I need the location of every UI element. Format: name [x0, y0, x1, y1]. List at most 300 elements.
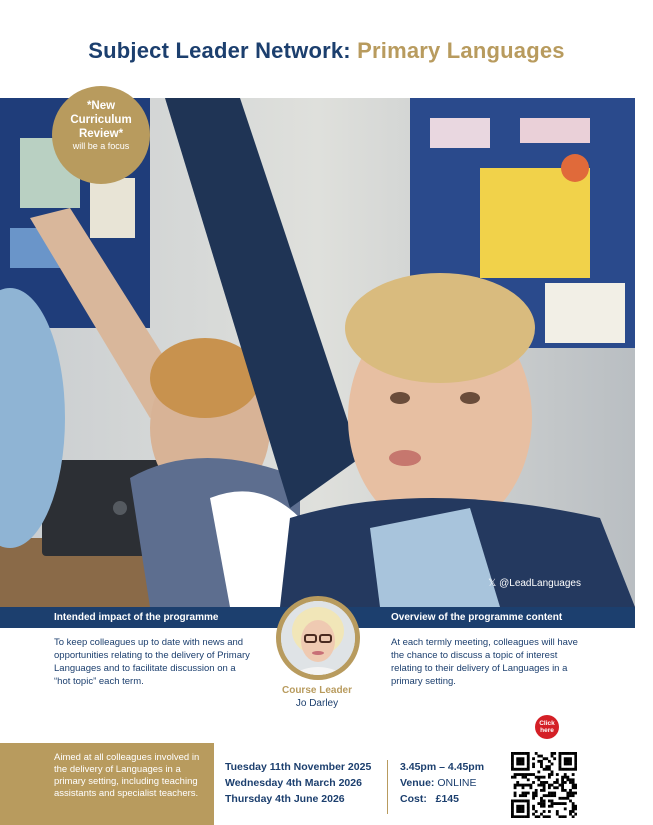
qr-module	[519, 773, 522, 776]
qr-module	[574, 786, 577, 789]
qr-module	[569, 810, 572, 813]
qr-module	[561, 781, 564, 784]
impact-text: To keep colleagues up to date with news and opportunities relating to the delivery of Primary Languages and to facilitate discussion on a “hot topic” each term.	[54, 637, 250, 687]
qr-module	[532, 813, 535, 816]
qr-module	[516, 763, 519, 766]
qr-module	[569, 792, 572, 795]
qr-module	[564, 807, 567, 810]
qr-module	[569, 794, 572, 797]
qr-module	[551, 770, 554, 773]
qr-module	[540, 755, 543, 758]
qr-module	[551, 805, 554, 808]
qr-module	[574, 760, 577, 763]
qr-module	[551, 794, 554, 797]
qr-module	[514, 784, 517, 787]
qr-module	[572, 815, 575, 818]
qr-module	[522, 784, 525, 787]
badge-line-4: will be a focus	[72, 141, 130, 152]
qr-module	[540, 805, 543, 808]
qr-module	[524, 815, 527, 818]
qr-module	[574, 757, 577, 760]
qr-module	[516, 773, 519, 776]
qr-module	[548, 800, 551, 803]
qr-module	[543, 757, 546, 760]
qr-module	[527, 763, 530, 766]
qr-module	[535, 752, 538, 755]
qr-module	[532, 765, 535, 768]
qr-module	[569, 800, 572, 803]
qr-module	[569, 813, 572, 816]
qr-module	[527, 752, 530, 755]
qr-module	[548, 768, 551, 771]
qr-module	[522, 792, 525, 795]
qr-module	[564, 752, 567, 755]
venue-value: ONLINE	[437, 777, 477, 789]
qr-module	[514, 752, 517, 755]
qr-module	[511, 768, 514, 771]
qr-module	[543, 802, 546, 805]
curriculum-review-badge	[52, 86, 150, 184]
qr-module	[535, 815, 538, 818]
qr-module	[551, 752, 554, 755]
date-3: Thursday 4th June 2026	[225, 793, 345, 805]
qr-module	[511, 805, 514, 808]
qr-module	[556, 773, 559, 776]
overview-heading: Overview of the programme content	[391, 612, 563, 623]
qr-module	[511, 760, 514, 763]
qr-module	[527, 800, 530, 803]
qr-module	[543, 789, 546, 792]
title-main: Subject Leader Network:	[88, 38, 351, 63]
session-dates	[225, 759, 371, 807]
badge-line-1: *New	[86, 100, 116, 112]
qr-module	[572, 781, 575, 784]
qr-module	[511, 802, 514, 805]
qr-module	[572, 778, 575, 781]
qr-module	[553, 794, 556, 797]
qr-module	[516, 784, 519, 787]
qr-module	[540, 789, 543, 792]
qr-module	[556, 802, 559, 805]
qr-module	[532, 773, 535, 776]
qr-module	[561, 786, 564, 789]
qr-module	[527, 784, 530, 787]
qr-module	[527, 778, 530, 781]
qr-module	[540, 802, 543, 805]
qr-module	[527, 810, 530, 813]
qr-module	[516, 760, 519, 763]
qr-module	[559, 765, 562, 768]
qr-module	[545, 794, 548, 797]
qr-module	[516, 781, 519, 784]
qr-module	[532, 763, 535, 766]
qr-module	[572, 792, 575, 795]
qr-module	[537, 778, 540, 781]
qr-module	[564, 773, 567, 776]
qr-module	[522, 786, 525, 789]
qr-module	[548, 784, 551, 787]
badge-line-3: Review*	[78, 127, 124, 140]
qr-module	[540, 784, 543, 787]
qr-module	[511, 757, 514, 760]
qr-module	[543, 815, 546, 818]
qr-module	[522, 768, 525, 771]
here-label: here	[540, 727, 554, 734]
qr-module	[561, 789, 564, 792]
qr-module	[535, 776, 538, 779]
qr-module	[543, 794, 546, 797]
qr-module	[511, 765, 514, 768]
qr-module	[569, 768, 572, 771]
qr-module	[527, 768, 530, 771]
qr-module	[516, 810, 519, 813]
qr-module	[511, 752, 514, 755]
qr-module	[556, 786, 559, 789]
qr-module	[535, 789, 538, 792]
qr-module	[569, 789, 572, 792]
twitter-handle: 𝕏 @LeadLanguages	[488, 578, 581, 589]
session-time: 3.45pm – 4.45pm	[400, 761, 485, 773]
qr-module	[569, 760, 572, 763]
audience-box	[0, 743, 214, 825]
qr-module	[543, 768, 546, 771]
qr-module	[559, 763, 562, 766]
qr-module	[516, 757, 519, 760]
qr-module	[522, 815, 525, 818]
qr-module	[524, 784, 527, 787]
qr-module	[545, 815, 548, 818]
qr-module	[527, 792, 530, 795]
qr-module	[543, 784, 546, 787]
qr-module	[564, 768, 567, 771]
qr-module	[519, 800, 522, 803]
qr-code[interactable]	[511, 752, 577, 818]
qr-module	[553, 786, 556, 789]
qr-module	[519, 805, 522, 808]
qr-module	[556, 781, 559, 784]
qr-module	[532, 807, 535, 810]
qr-module	[543, 776, 546, 779]
qr-module	[545, 765, 548, 768]
qr-module	[535, 810, 538, 813]
venue-label: Venue:	[400, 777, 435, 789]
qr-module	[559, 797, 562, 800]
session-details	[400, 759, 484, 807]
qr-module	[564, 815, 567, 818]
qr-module	[532, 781, 535, 784]
qr-module	[543, 805, 546, 808]
qr-module	[527, 757, 530, 760]
qr-module	[551, 773, 554, 776]
qr-module	[566, 797, 569, 800]
qr-module	[529, 773, 532, 776]
qr-module	[532, 794, 535, 797]
qr-module	[564, 789, 567, 792]
qr-module	[540, 813, 543, 816]
qr-module	[556, 778, 559, 781]
qr-module	[524, 776, 527, 779]
qr-module	[561, 802, 564, 805]
qr-module	[566, 794, 569, 797]
qr-module	[524, 794, 527, 797]
qr-module	[574, 784, 577, 787]
qr-module	[519, 757, 522, 760]
qr-module	[548, 815, 551, 818]
qr-module	[564, 757, 567, 760]
qr-module	[553, 802, 556, 805]
qr-module	[516, 752, 519, 755]
qr-module	[524, 792, 527, 795]
qr-module	[543, 810, 546, 813]
qr-module	[516, 807, 519, 810]
qr-module	[522, 763, 525, 766]
qr-module	[572, 786, 575, 789]
qr-module	[527, 805, 530, 808]
date-1: Tuesday 11th November 2025	[225, 761, 372, 773]
qr-module	[540, 765, 543, 768]
qr-module	[543, 781, 546, 784]
qr-module	[522, 760, 525, 763]
qr-module	[529, 784, 532, 787]
qr-module	[569, 778, 572, 781]
qr-module	[559, 784, 562, 787]
qr-module	[572, 807, 575, 810]
qr-module	[524, 752, 527, 755]
qr-module	[545, 768, 548, 771]
qr-module	[519, 810, 522, 813]
qr-module	[574, 807, 577, 810]
qr-module	[548, 794, 551, 797]
qr-module	[537, 784, 540, 787]
qr-module	[537, 755, 540, 758]
qr-module	[561, 768, 564, 771]
qr-module	[572, 768, 575, 771]
qr-module	[532, 792, 535, 795]
qr-module	[516, 805, 519, 808]
qr-module	[548, 773, 551, 776]
qr-module	[519, 794, 522, 797]
qr-module	[574, 755, 577, 758]
qr-module	[566, 776, 569, 779]
qr-module	[556, 813, 559, 816]
impact-heading: Intended impact of the programme	[54, 612, 219, 623]
click-label: Click	[539, 720, 555, 727]
qr-module	[548, 765, 551, 768]
page-title	[0, 38, 653, 64]
qr-module	[519, 752, 522, 755]
qr-module	[524, 773, 527, 776]
qr-module	[559, 752, 562, 755]
qr-module	[569, 752, 572, 755]
qr-module	[522, 794, 525, 797]
qr-module	[574, 792, 577, 795]
qr-module	[564, 802, 567, 805]
qr-module	[572, 794, 575, 797]
qr-module	[535, 792, 538, 795]
qr-module	[519, 815, 522, 818]
qr-module	[548, 810, 551, 813]
qr-module	[559, 760, 562, 763]
qr-module	[514, 776, 517, 779]
qr-module	[522, 807, 525, 810]
qr-module	[566, 763, 569, 766]
qr-module	[522, 805, 525, 808]
qr-module	[548, 805, 551, 808]
qr-module	[561, 776, 564, 779]
qr-module	[551, 800, 554, 803]
qr-module	[532, 797, 535, 800]
audience-text: Aimed at all colleagues involved in the delivery of Languages in a primary setting, including teaching assistants and specialist teachers.	[54, 752, 200, 799]
qr-module	[559, 815, 562, 818]
qr-module	[551, 755, 554, 758]
qr-module	[572, 784, 575, 787]
qr-module	[569, 763, 572, 766]
qr-module	[514, 794, 517, 797]
qr-module	[522, 800, 525, 803]
qr-module	[522, 757, 525, 760]
qr-module	[516, 768, 519, 771]
qr-module	[572, 805, 575, 808]
qr-module	[511, 813, 514, 816]
qr-module	[514, 773, 517, 776]
qr-module	[564, 781, 567, 784]
qr-module	[561, 815, 564, 818]
qr-module	[535, 794, 538, 797]
qr-module	[559, 755, 562, 758]
qr-module	[519, 784, 522, 787]
qr-module	[561, 784, 564, 787]
qr-module	[559, 757, 562, 760]
qr-module	[564, 797, 567, 800]
qr-module	[522, 810, 525, 813]
qr-module	[519, 768, 522, 771]
qr-module	[574, 752, 577, 755]
cost-label: Cost:	[400, 793, 427, 805]
qr-module	[537, 760, 540, 763]
qr-module	[522, 773, 525, 776]
qr-module	[511, 800, 514, 803]
qr-module	[566, 752, 569, 755]
qr-module	[548, 776, 551, 779]
course-leader-photo	[281, 601, 355, 675]
qr-module	[548, 786, 551, 789]
qr-module	[556, 810, 559, 813]
qr-module	[511, 815, 514, 818]
qr-module	[537, 815, 540, 818]
divider	[387, 760, 388, 814]
qr-module	[537, 770, 540, 773]
qr-module	[527, 760, 530, 763]
qr-module	[569, 781, 572, 784]
qr-module	[572, 802, 575, 805]
qr-module	[511, 776, 514, 779]
qr-module	[561, 778, 564, 781]
qr-module	[532, 805, 535, 808]
qr-module	[566, 757, 569, 760]
course-leader-label: Course Leader	[281, 685, 353, 696]
qr-module	[522, 752, 525, 755]
qr-module	[511, 755, 514, 758]
qr-module	[514, 800, 517, 803]
qr-module	[532, 757, 535, 760]
qr-module	[551, 763, 554, 766]
qr-module	[527, 815, 530, 818]
qr-module	[564, 760, 567, 763]
qr-module	[548, 760, 551, 763]
qr-module	[543, 786, 546, 789]
qr-module	[516, 800, 519, 803]
qr-module	[564, 776, 567, 779]
course-leader-name: Jo Darley	[295, 698, 339, 709]
qr-module	[519, 763, 522, 766]
qr-module	[564, 763, 567, 766]
qr-module	[553, 781, 556, 784]
qr-module	[553, 792, 556, 795]
qr-module	[514, 792, 517, 795]
qr-module	[519, 807, 522, 810]
qr-module	[561, 752, 564, 755]
click-here-button[interactable]	[535, 715, 559, 739]
qr-module	[540, 776, 543, 779]
qr-module	[559, 768, 562, 771]
qr-module	[537, 802, 540, 805]
qr-module	[551, 802, 554, 805]
overview-text: At each termly meeting, colleagues will have the chance to discuss a topic of interest relating to their delivery of Languages in a primary setting.	[391, 637, 578, 687]
qr-module	[566, 778, 569, 781]
qr-module	[553, 757, 556, 760]
qr-module	[540, 760, 543, 763]
qr-module	[511, 807, 514, 810]
qr-module	[527, 755, 530, 758]
date-2: Wednesday 4th March 2026	[225, 777, 362, 789]
qr-module	[572, 810, 575, 813]
qr-module	[540, 800, 543, 803]
badge-line-2: Curriculum	[70, 113, 132, 126]
qr-module	[540, 797, 543, 800]
qr-module	[537, 776, 540, 779]
qr-module	[540, 781, 543, 784]
qr-module	[519, 760, 522, 763]
qr-module	[569, 757, 572, 760]
cost-value: £145	[435, 793, 459, 805]
qr-module	[527, 773, 530, 776]
qr-module	[574, 813, 577, 816]
qr-module	[514, 815, 517, 818]
qr-module	[561, 797, 564, 800]
qr-module	[514, 786, 517, 789]
qr-module	[572, 773, 575, 776]
qr-module	[566, 792, 569, 795]
qr-module	[574, 805, 577, 808]
qr-module	[516, 815, 519, 818]
qr-module	[566, 768, 569, 771]
qr-module	[566, 760, 569, 763]
qr-module	[527, 802, 530, 805]
qr-module	[527, 813, 530, 816]
qr-module	[551, 784, 554, 787]
qr-module	[574, 763, 577, 766]
qr-module	[540, 763, 543, 766]
qr-module	[574, 765, 577, 768]
qr-module	[574, 768, 577, 771]
qr-module	[527, 807, 530, 810]
qr-module	[527, 765, 530, 768]
qr-module	[545, 781, 548, 784]
qr-module	[553, 752, 556, 755]
qr-module	[543, 800, 546, 803]
qr-module	[511, 810, 514, 813]
qr-module	[551, 792, 554, 795]
